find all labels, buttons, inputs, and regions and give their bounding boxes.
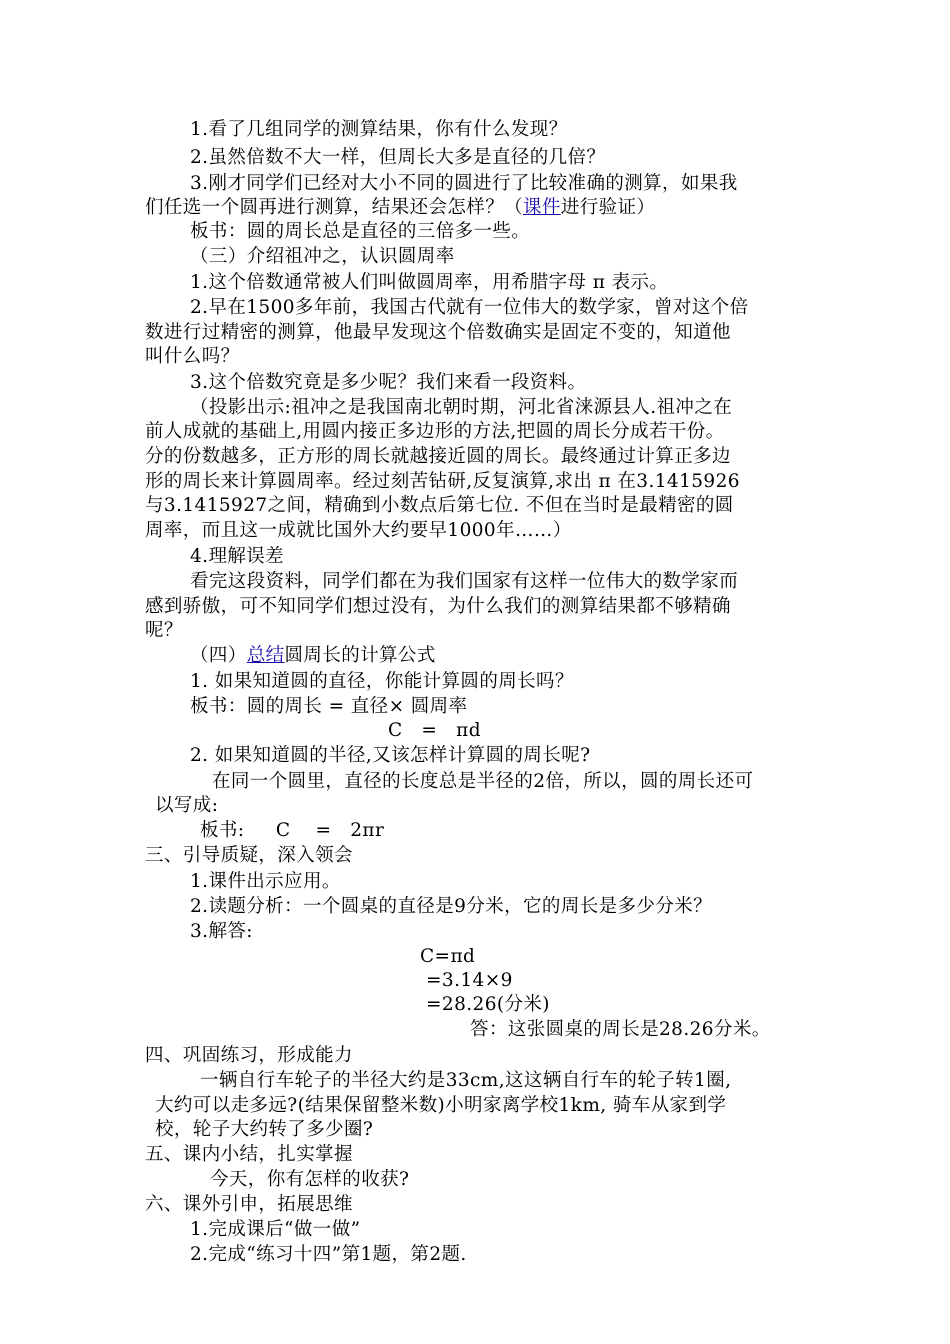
text-line: （投影出示:祖冲之是我国南北朝时期，河北省涞源县人.祖冲之在 (190, 397, 733, 418)
text-line: 1.课件出示应用。 (190, 871, 341, 892)
text-line: 2.早在1500多年前，我国古代就有一位伟大的数学家，曾对这个倍 (190, 297, 749, 318)
text-line: 1.这个倍数通常被人们叫做圆周率，用希腊字母 π 表示。 (190, 272, 669, 293)
text-line: 周率，而且这一成就比国外大约要早1000年……） (145, 520, 572, 541)
text-line: 分的份数越多，正方形的周长就越接近圆的周长。最终通过计算正多边 (145, 446, 731, 467)
courseware-link[interactable]: 课件 (523, 197, 561, 218)
text-line: 前人成就的基础上,用圆内接正多边形的方法,把圆的周长分成若干份。 (145, 421, 725, 442)
section-heading: 三、引导质疑，深入领会 (145, 845, 353, 866)
text-line: 在同一个圆里，直径的长度总是半径的2倍，所以，圆的周长还可 (212, 771, 754, 792)
text-line: 3.这个倍数究竟是多少呢？我们来看一段资料。 (190, 372, 587, 393)
section-heading: 五、课内小结，扎实掌握 (145, 1144, 353, 1165)
text-line: 以写成: (155, 795, 219, 816)
formula-line: =28.26(分米) (426, 994, 550, 1015)
text-line: 数进行过精密的测算，他最早发现这个倍数确实是固定不变的，知道他 (145, 322, 731, 343)
text-line: 一辆自行车轮子的半径大约是33cm,这这辆自行车的轮子转1圈, (200, 1070, 732, 1091)
section-heading: 六、课外引申，拓展思维 (145, 1194, 353, 1215)
text-line: 1. 如果知道圆的直径，你能计算圆的周长吗？ (190, 671, 574, 692)
text-line: 2.虽然倍数不大一样，但周长大多是直径的几倍？ (190, 147, 606, 168)
text-line: 2.读题分析：一个圆桌的直径是9分米，它的周长是多少分米？ (190, 896, 713, 917)
text-line: 形的周长来计算圆周率。经过刻苦钻研,反复演算,求出 π 在3.1415926 (145, 471, 740, 492)
text-line: 大约可以走多远?(结果保留整米数)小明家离学校1km, 骑车从家到学 (155, 1095, 727, 1116)
answer-line: 答：这张圆桌的周长是28.26分米。 (470, 1019, 771, 1040)
summary-link[interactable]: 总结 (246, 645, 285, 666)
text-line: 2.完成“练习十四”第1题，第2题. (190, 1244, 467, 1265)
text-line: 3.刚才同学们已经对大小不同的圆进行了比较准确的测算，如果我 (190, 173, 738, 194)
formula-line: C=πd (420, 946, 476, 967)
text-line: 板书：圆的周长 = 直径× 圆周率 (190, 696, 468, 717)
text-line: 2. 如果知道圆的半径,又该怎样计算圆的周长呢? (190, 745, 591, 766)
text-line: 看完这段资料，同学们都在为我们国家有这样一位伟大的数学家而 (190, 571, 739, 592)
formula-line: 板书: C = 2πr (200, 820, 385, 841)
text-line: 感到骄傲，可不知同学们想过没有，为什么我们的测算结果都不够精确 (145, 596, 731, 617)
text-line: 3.解答: (190, 921, 253, 942)
formula-line: =3.14×9 (426, 970, 513, 991)
text-line: 今天，你有怎样的收获? (210, 1169, 410, 1190)
text-line: 4.理解误差 (190, 546, 285, 567)
text-line: 校，轮子大约转了多少圈? (155, 1119, 374, 1140)
text-line: 板书：圆的周长总是直径的三倍多一些。 (190, 221, 531, 242)
text-line: 呢？ (145, 620, 183, 641)
text-line: 1.看了几组同学的测算结果，你有什么发现？ (190, 119, 568, 140)
section-heading: 四、巩固练习，形成能力 (145, 1045, 353, 1066)
formula-line: C = πd (388, 720, 481, 741)
section-heading: （三）介绍祖冲之，认识圆周率 (190, 246, 455, 267)
text-line: 1.完成课后“做一做” (190, 1219, 361, 1240)
text-line: 叫什么吗？ (145, 346, 240, 367)
text-line: 与3.1415927之间，精确到小数点后第七位. 不但在当时是最精密的圆 (145, 495, 734, 516)
text-line: 们任选一个圆再进行测算，结果还会怎样？（课件进行验证） (145, 197, 656, 218)
section-heading: （四）总结圆周长的计算公式 (190, 645, 436, 666)
